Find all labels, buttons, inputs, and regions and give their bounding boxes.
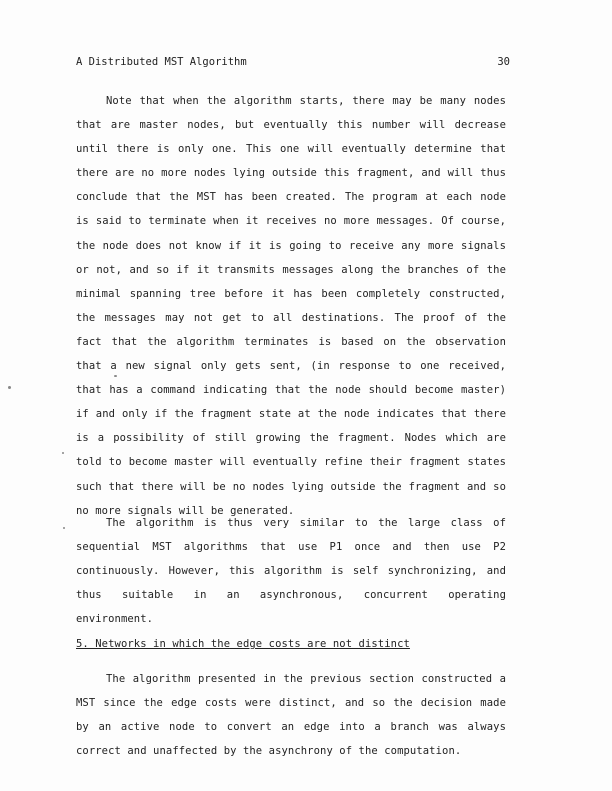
page-header [76,56,510,68]
paragraph-termination [76,89,506,523]
page-number: 30 [497,56,510,68]
paragraph-text: The algorithm presented in the previous section constructed a MST since the edge costs were distinct, and so the decision made by an active node to convert an edge into a branch was always correct and unaffected by the asynchrony of the computation. [76,673,506,758]
scan-speck [8,386,11,389]
paragraph-text: Note that when the algorithm starts, there may be many nodes that are master nodes, but eventually this number will decrease until there is only one. This one will eventually determine that there are no more nodes lying outside this fragment, and will thus conclude that the MST has been created. The program at each node is said to terminate when it receives no more messages. Of course, the node does not know if it is going to receive any more signals or not, and so if it transmits messages along the branches of the minimal spanning tree before it has been completely constructed, the messages may not get to all destinations. The proof of the fact that the algorithm terminates is based on the observation that a new signal only gets sent, (in response to one received, that has a command indicating that the node should become master) if and only if the fragment state at the node indicates that there is a possibility of still growing the fragment. Nodes which are told to become master will eventually refine their fragment states such that there will be no nodes lying outside the fragment and so no more signals will be generated. [76,95,506,517]
paragraph-synchronizing [76,511,506,631]
paragraph-text: The algorithm is thus very similar to the large class of sequential MST algorithms that use P1 once and then use P2 continuously. However, this algorithm is self synchronizing, and thus suitable in an asynchronous, concurrent operating environment. [76,517,506,626]
section-heading [76,632,506,656]
scan-speck [62,452,64,454]
scan-speck [63,527,65,529]
scan-speck [114,375,117,377]
paragraph-edge-costs [76,667,506,763]
running-title: A Distributed MST Algorithm [76,56,247,68]
section-heading-text: 5. Networks in which the edge costs are not distinct [76,638,410,650]
